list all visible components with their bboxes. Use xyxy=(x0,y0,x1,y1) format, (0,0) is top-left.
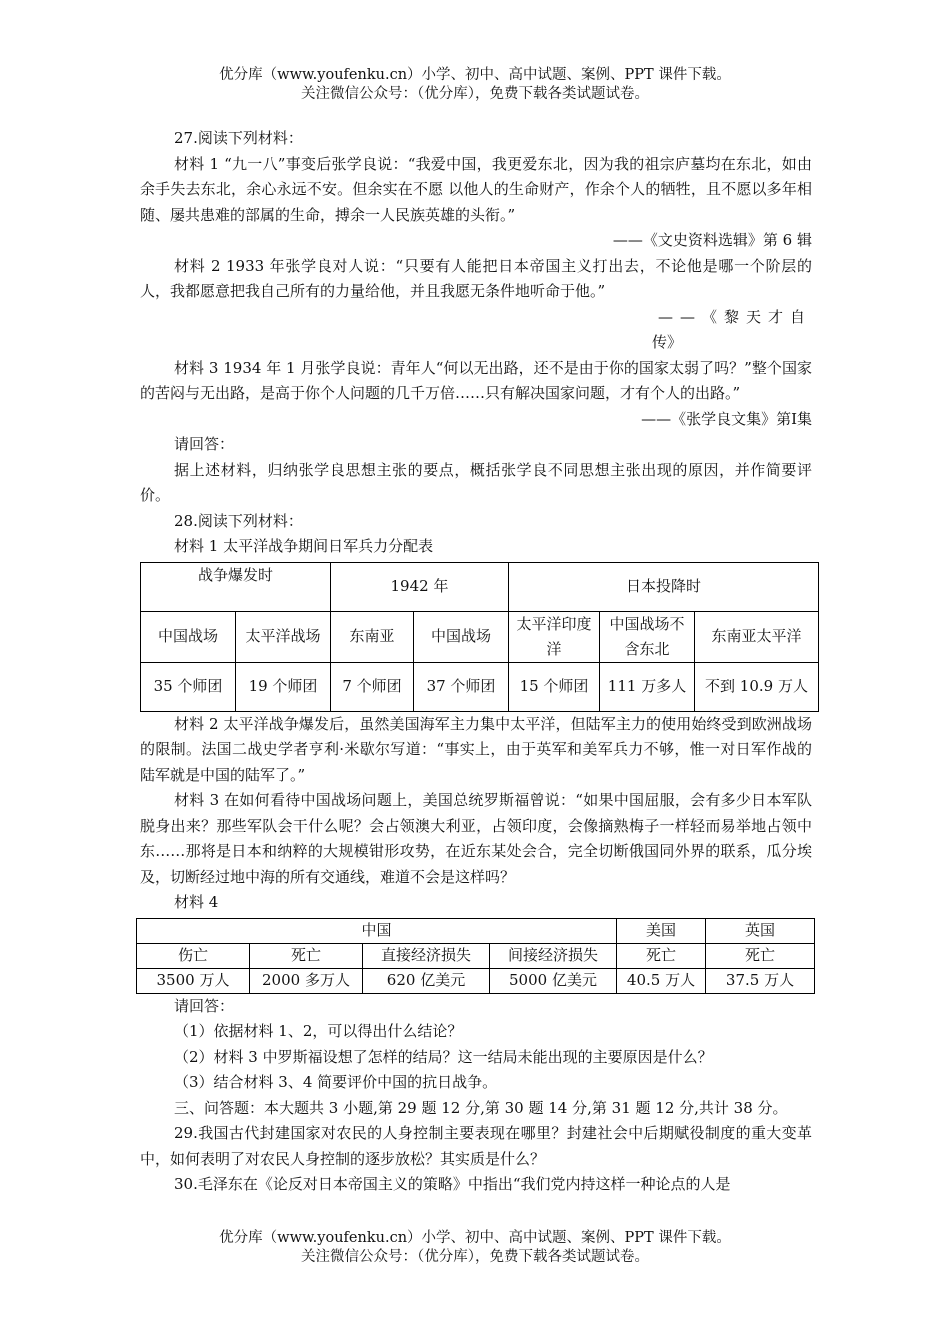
q28-question-1: （1）依据材料 1、2，可以得出什么结论？ xyxy=(174,1022,463,1040)
table-subheader: 死亡 xyxy=(250,943,363,968)
table-cell: 37.5 万人 xyxy=(706,968,815,993)
q28-question-3: （3）结合材料 3、4 简要评价中国的抗日战争。 xyxy=(174,1073,498,1091)
table-cell: 35 个师团 xyxy=(141,662,236,711)
page-footer xyxy=(0,1229,950,1267)
table-subheader: 直接经济损失 xyxy=(363,943,490,968)
table-cell: 3500 万人 xyxy=(137,968,250,993)
table-subheader: 中国战场不含东北 xyxy=(600,611,695,662)
table-cell: 5000 亿美元 xyxy=(490,968,617,993)
table-subheader: 东南亚太平洋 xyxy=(695,611,819,662)
table-subheader: 死亡 xyxy=(617,943,706,968)
troop-distribution-table xyxy=(140,562,819,712)
footer-line-2: 关注微信公众号：（优分库），免费下载各类试题试卷。 xyxy=(301,1249,649,1265)
table-country-header: 英国 xyxy=(706,918,815,943)
q28-material-2: 材料 2 太平洋战争爆发后，虽然美国海军主力集中太平洋，但陆军主力的使用始终受到欧洲战场的限制。法国二战史学者亨利·米歇尔写道：“事实上，由于英军和美军兵力不够，惟一对日军作战的陆军就是中国的陆军了。” xyxy=(140,714,812,784)
q28-title: 28.阅读下列材料： xyxy=(174,511,303,530)
q28-ask: 请回答： xyxy=(174,996,235,1015)
page-header xyxy=(0,66,950,104)
q28-question-2: （2）材料 3 中罗斯福设想了怎样的结局？这一结局未能出现的主要原因是什么？ xyxy=(174,1047,713,1066)
table-subheader: 中国战场 xyxy=(141,611,236,662)
table-cell: 7 个师团 xyxy=(331,662,414,711)
table-cell: 19 个师团 xyxy=(236,662,331,711)
table-group-header: 战争爆发时 xyxy=(141,562,331,611)
q27-material-2: 材料 2 1933 年张学良对人说：“只要有人能把日本帝国主义打出去，不论他是哪一个阶层的人，我都愿意把我自己所有的力量给他，并且我愿无条件地听命于他。” xyxy=(140,256,812,300)
table-subheader: 太平洋印度洋 xyxy=(509,611,600,662)
q27-material-3-source: ——《张学良文集》第Ⅰ集 xyxy=(641,409,812,428)
table-subheader: 太平洋战场 xyxy=(236,611,331,662)
section-3-heading: 三、问答题：本大题共 3 小题,第 29 题 12 分,第 30 题 14 分,第 31 题 12 分,共计 38 分。 xyxy=(174,1098,788,1117)
document-body xyxy=(140,126,812,1198)
q27-question: 据上述材料，归纳张学良思想主张的要点，概括张学良不同思想主张出现的原因，并作简要评价。 xyxy=(140,460,812,504)
table-cell: 40.5 万人 xyxy=(617,968,706,993)
table-subheader: 死亡 xyxy=(706,943,815,968)
footer-line-1: 优分库（www.youfenku.cn）小学、初中、高中试题、案例、PPT 课件下载。 xyxy=(219,1230,731,1246)
q27-material-2-source-a: ——《黎天才自 xyxy=(657,307,812,326)
q27-ask: 请回答： xyxy=(174,435,235,453)
q27-title: 27.阅读下列材料： xyxy=(174,129,303,147)
table-subheader: 东南亚 xyxy=(331,611,414,662)
q28-material-1-title: 材料 1 太平洋战争期间日军兵力分配表 xyxy=(174,537,434,555)
table-country-header: 中国 xyxy=(137,918,617,943)
header-line-1: 优分库（www.youfenku.cn）小学、初中、高中试题、案例、PPT 课件下载。 xyxy=(219,67,731,83)
table-cell: 2000 多万人 xyxy=(250,968,363,993)
table-subheader: 中国战场 xyxy=(414,611,509,662)
table-cell: 37 个师团 xyxy=(414,662,509,711)
q27-material-1-source: ——《文史资料选辑》第 6 辑 xyxy=(612,231,812,249)
table-cell: 15 个师团 xyxy=(509,662,600,711)
q30: 30.毛泽东在《论反对日本帝国主义的策略》中指出“我们党内持这样一种论点的人是 xyxy=(174,1175,731,1193)
table-cell: 111 万多人 xyxy=(600,662,695,711)
header-line-2: 关注微信公众号：（优分库），免费下载各类试题试卷。 xyxy=(301,86,649,102)
q28-material-4-title: 材料 4 xyxy=(174,893,219,911)
table-cell: 620 亿美元 xyxy=(363,968,490,993)
q27-material-3: 材料 3 1934 年 1 月张学良说：青年人“何以无出路，还不是由于你的国家太弱了吗？”整个国家的苦闷与无出路，是高于你个人问题的几千万倍……只有解决国家问题，才有个人的出路。” xyxy=(140,358,812,402)
q27-material-1: 材料 1 “九一八”事变后张学良说：“我爱中国，我更爱东北，因为我的祖宗庐墓均在东北，如由余手失去东北，余心永远不安。但余实在不愿 以他人的生命财产，作余个人的牺牲，且不愿以多年相随、屡共患难的部属的生命，搏余一人民族英雄的头衔。” xyxy=(140,154,812,224)
q27-material-2-source-b: 传》 xyxy=(651,333,682,351)
table-subheader: 伤亡 xyxy=(137,943,250,968)
q28-material-3: 材料 3 在如何看待中国战场问题上，美国总统罗斯福曾说：“如果中国屈服，会有多少日本军队脱身出来？那些军队会干什么呢？会占领澳大利亚，占领印度，会像摘熟梅子一样轻而易举地占领中东……那将是日本和纳粹的大规模钳形攻势，在近东某处会合，完全切断俄国同外界的联系，瓜分埃及，切断经过地中海的所有交通线，难道不会是这样吗？ xyxy=(140,791,812,886)
table-subheader: 间接经济损失 xyxy=(490,943,617,968)
table-group-header: 1942 年 xyxy=(331,562,509,611)
table-cell: 不到 10.9 万人 xyxy=(695,662,819,711)
war-losses-table xyxy=(136,918,815,994)
q29: 29.我国古代封建国家对农民的人身控制主要表现在哪里？封建社会中后期赋役制度的重大变革中，如何表明了对农民人身控制的逐步放松？其实质是什么？ xyxy=(140,1124,812,1168)
table-country-header: 美国 xyxy=(617,918,706,943)
table-group-header: 日本投降时 xyxy=(509,562,819,611)
